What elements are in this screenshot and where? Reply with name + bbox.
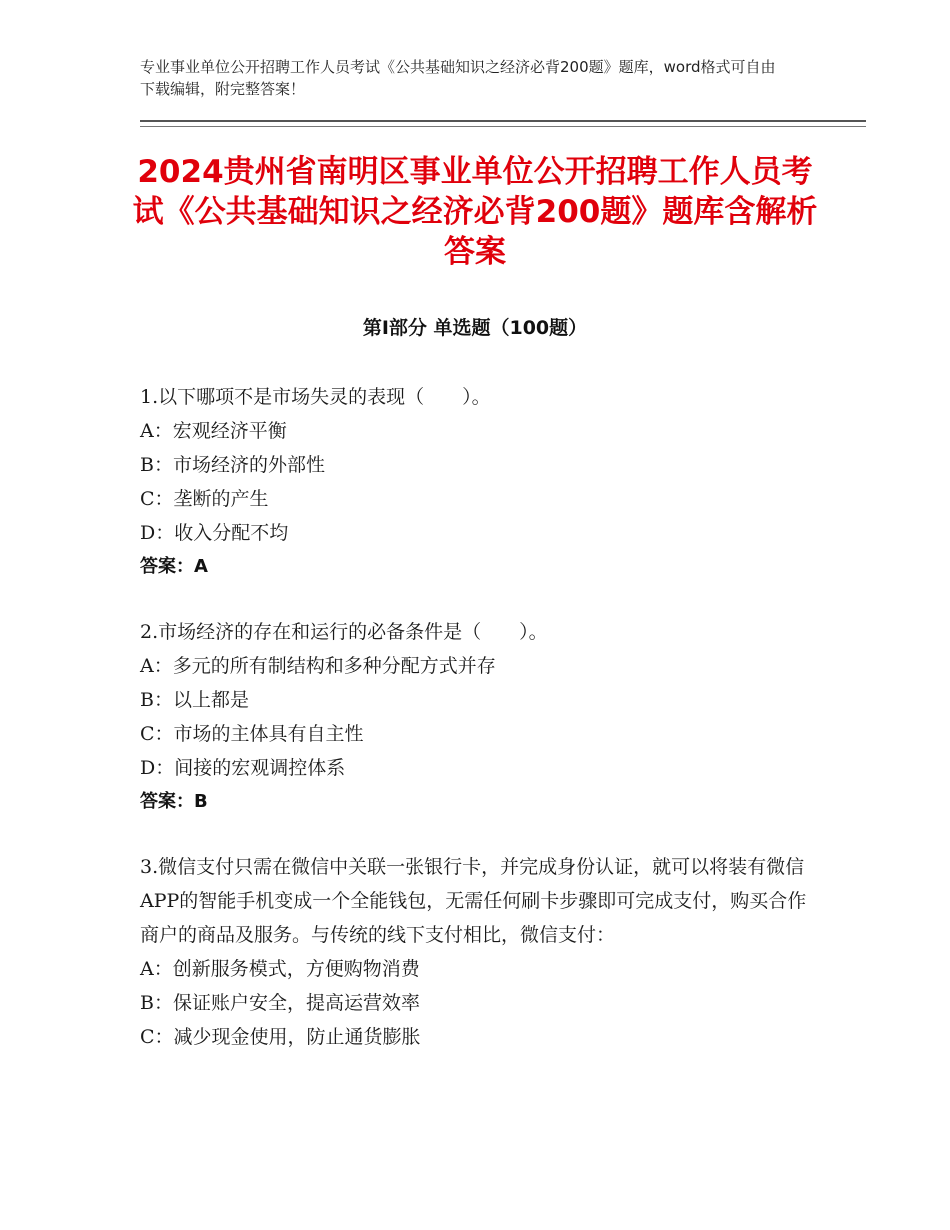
option-c: C：垄断的产生 (140, 488, 269, 510)
header-divider-thick (140, 120, 866, 122)
option-d: D：间接的宏观调控体系 (140, 757, 346, 779)
question-list (140, 380, 810, 1085)
question-3 (140, 850, 810, 1054)
option-b: B：以上都是 (140, 689, 249, 711)
answer-key: 答案：A (140, 556, 208, 577)
option-a: A：多元的所有制结构和多种分配方式并存 (140, 655, 496, 677)
header-divider-thin (140, 126, 866, 127)
option-a: A：宏观经济平衡 (140, 420, 287, 442)
section-heading: 第I部分 单选题（100题） (362, 317, 588, 339)
question-1 (140, 380, 810, 584)
header-note: 专业事业单位公开招聘工作人员考试《公共基础知识之经济必背200题》题库，word格式可自由下载编辑，附完整答案！ (140, 58, 776, 98)
document-title: 2024贵州省南明区事业单位公开招聘工作人员考试《公共基础知识之经济必背200题》题库含解析答案 (132, 154, 818, 270)
question-2 (140, 615, 810, 819)
question-stem: 1.以下哪项不是市场失灵的表现（ ）。 (140, 386, 491, 408)
question-stem: 3.微信支付只需在微信中关联一张银行卡，并完成身份认证，就可以将装有微信APP的智能手机变成一个全能钱包，无需任何刷卡步骤即可完成支付，购买合作商户的商品及服务。与传统的线下支付相比，微信支付： (140, 856, 807, 946)
option-d: D：收入分配不均 (140, 522, 289, 544)
option-b: B：市场经济的外部性 (140, 454, 325, 476)
option-c: C：减少现金使用，防止通货膨胀 (140, 1026, 421, 1048)
question-stem: 2.市场经济的存在和运行的必备条件是（ ）。 (140, 621, 548, 643)
option-c: C：市场的主体具有自主性 (140, 723, 364, 745)
option-b: B：保证账户安全，提高运营效率 (140, 992, 420, 1014)
option-a: A：创新服务模式，方便购物消费 (140, 958, 420, 980)
answer-key: 答案：B (140, 791, 208, 812)
